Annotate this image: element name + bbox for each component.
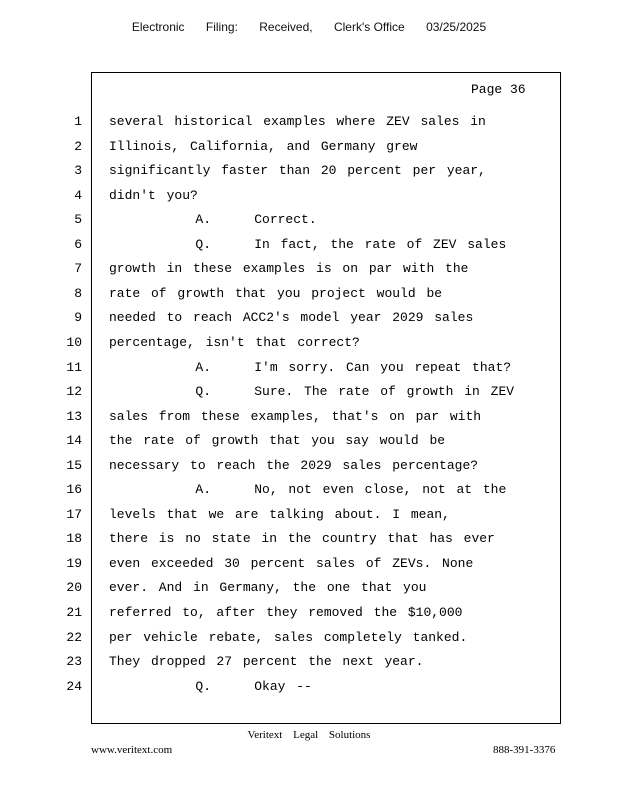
- line-number: 10: [66, 335, 82, 350]
- line-number: 24: [66, 679, 82, 694]
- line-number: 14: [66, 433, 82, 448]
- line-number: 16: [66, 482, 82, 497]
- page-number: Page 36: [471, 82, 526, 97]
- footer-company-word-1: Veritext: [247, 729, 283, 741]
- transcript-line: needed to reach ACC2's model year 2029 sales: [109, 310, 474, 325]
- transcript-line: Q. In fact, the rate of ZEV sales: [109, 237, 507, 252]
- transcript-line: several historical examples where ZEV sales in: [109, 114, 486, 129]
- transcript-line: A. I'm sorry. Can you repeat that?: [109, 360, 512, 375]
- transcript-line: ever. And in Germany, the one that you: [109, 580, 427, 595]
- footer-phone: 888-391-3376: [493, 744, 556, 756]
- footer-website: www.veritext.com: [91, 744, 173, 756]
- transcript-line: levels that we are talking about. I mean,: [109, 507, 450, 522]
- footer-company-word-3: Solutions: [328, 729, 371, 741]
- header-part-3: Received,: [259, 20, 313, 34]
- line-number: 13: [66, 409, 82, 424]
- line-number: 20: [66, 580, 82, 595]
- header-part-1: Electronic: [131, 20, 185, 34]
- electronic-filing-header: [0, 20, 618, 34]
- transcript-line: growth in these examples is on par with the: [109, 261, 469, 276]
- transcript-line: necessary to reach the 2029 sales percentage?: [109, 458, 479, 473]
- line-number: 1: [74, 114, 82, 129]
- line-number: 9: [74, 310, 82, 325]
- line-number: 5: [74, 212, 82, 227]
- transcript-line: there is no state in the country that has ever: [109, 531, 495, 546]
- transcript-line: percentage, isn't that correct?: [109, 335, 360, 350]
- transcript-line: even exceeded 30 percent sales of ZEVs. None: [109, 556, 474, 571]
- footer-company: [0, 729, 618, 741]
- line-number: 7: [74, 261, 82, 276]
- header-part-4: Clerk's Office: [333, 20, 405, 34]
- transcript-line: sales from these examples, that's on par with: [109, 409, 482, 424]
- transcript-line: rate of growth that you project would be: [109, 286, 443, 301]
- transcript-line: Q. Okay --: [109, 679, 312, 694]
- line-number: 11: [66, 360, 82, 375]
- line-number: 12: [66, 384, 82, 399]
- transcript-line: A. No, not even close, not at the: [109, 482, 507, 497]
- transcript-line: Q. Sure. The rate of growth in ZEV: [109, 384, 515, 399]
- line-number: 18: [66, 531, 82, 546]
- transcript-line: referred to, after they removed the $10,000: [109, 605, 463, 620]
- transcript-line: significantly faster than 20 percent per year,: [109, 163, 486, 178]
- header-part-5: 03/25/2025: [426, 20, 487, 34]
- header-part-2: Filing:: [205, 20, 238, 34]
- line-number: 19: [66, 556, 82, 571]
- line-number: 17: [66, 507, 82, 522]
- transcript-line: per vehicle rebate, sales completely tanked.: [109, 630, 468, 645]
- transcript-line: didn't you?: [109, 188, 198, 203]
- transcript-line: Illinois, California, and Germany grew: [109, 139, 418, 154]
- footer-company-word-2: Legal: [293, 729, 319, 741]
- line-number: 8: [74, 286, 82, 301]
- line-number: 3: [74, 163, 82, 178]
- line-number: 22: [66, 630, 82, 645]
- line-number: 21: [66, 605, 82, 620]
- line-number: 23: [66, 654, 82, 669]
- line-number: 6: [74, 237, 82, 252]
- line-number: 2: [74, 139, 82, 154]
- transcript-line: the rate of growth that you say would be: [109, 433, 446, 448]
- transcript-line: They dropped 27 percent the next year.: [109, 654, 424, 669]
- line-number: 4: [74, 188, 82, 203]
- transcript-line: A. Correct.: [109, 212, 317, 227]
- line-number: 15: [66, 458, 82, 473]
